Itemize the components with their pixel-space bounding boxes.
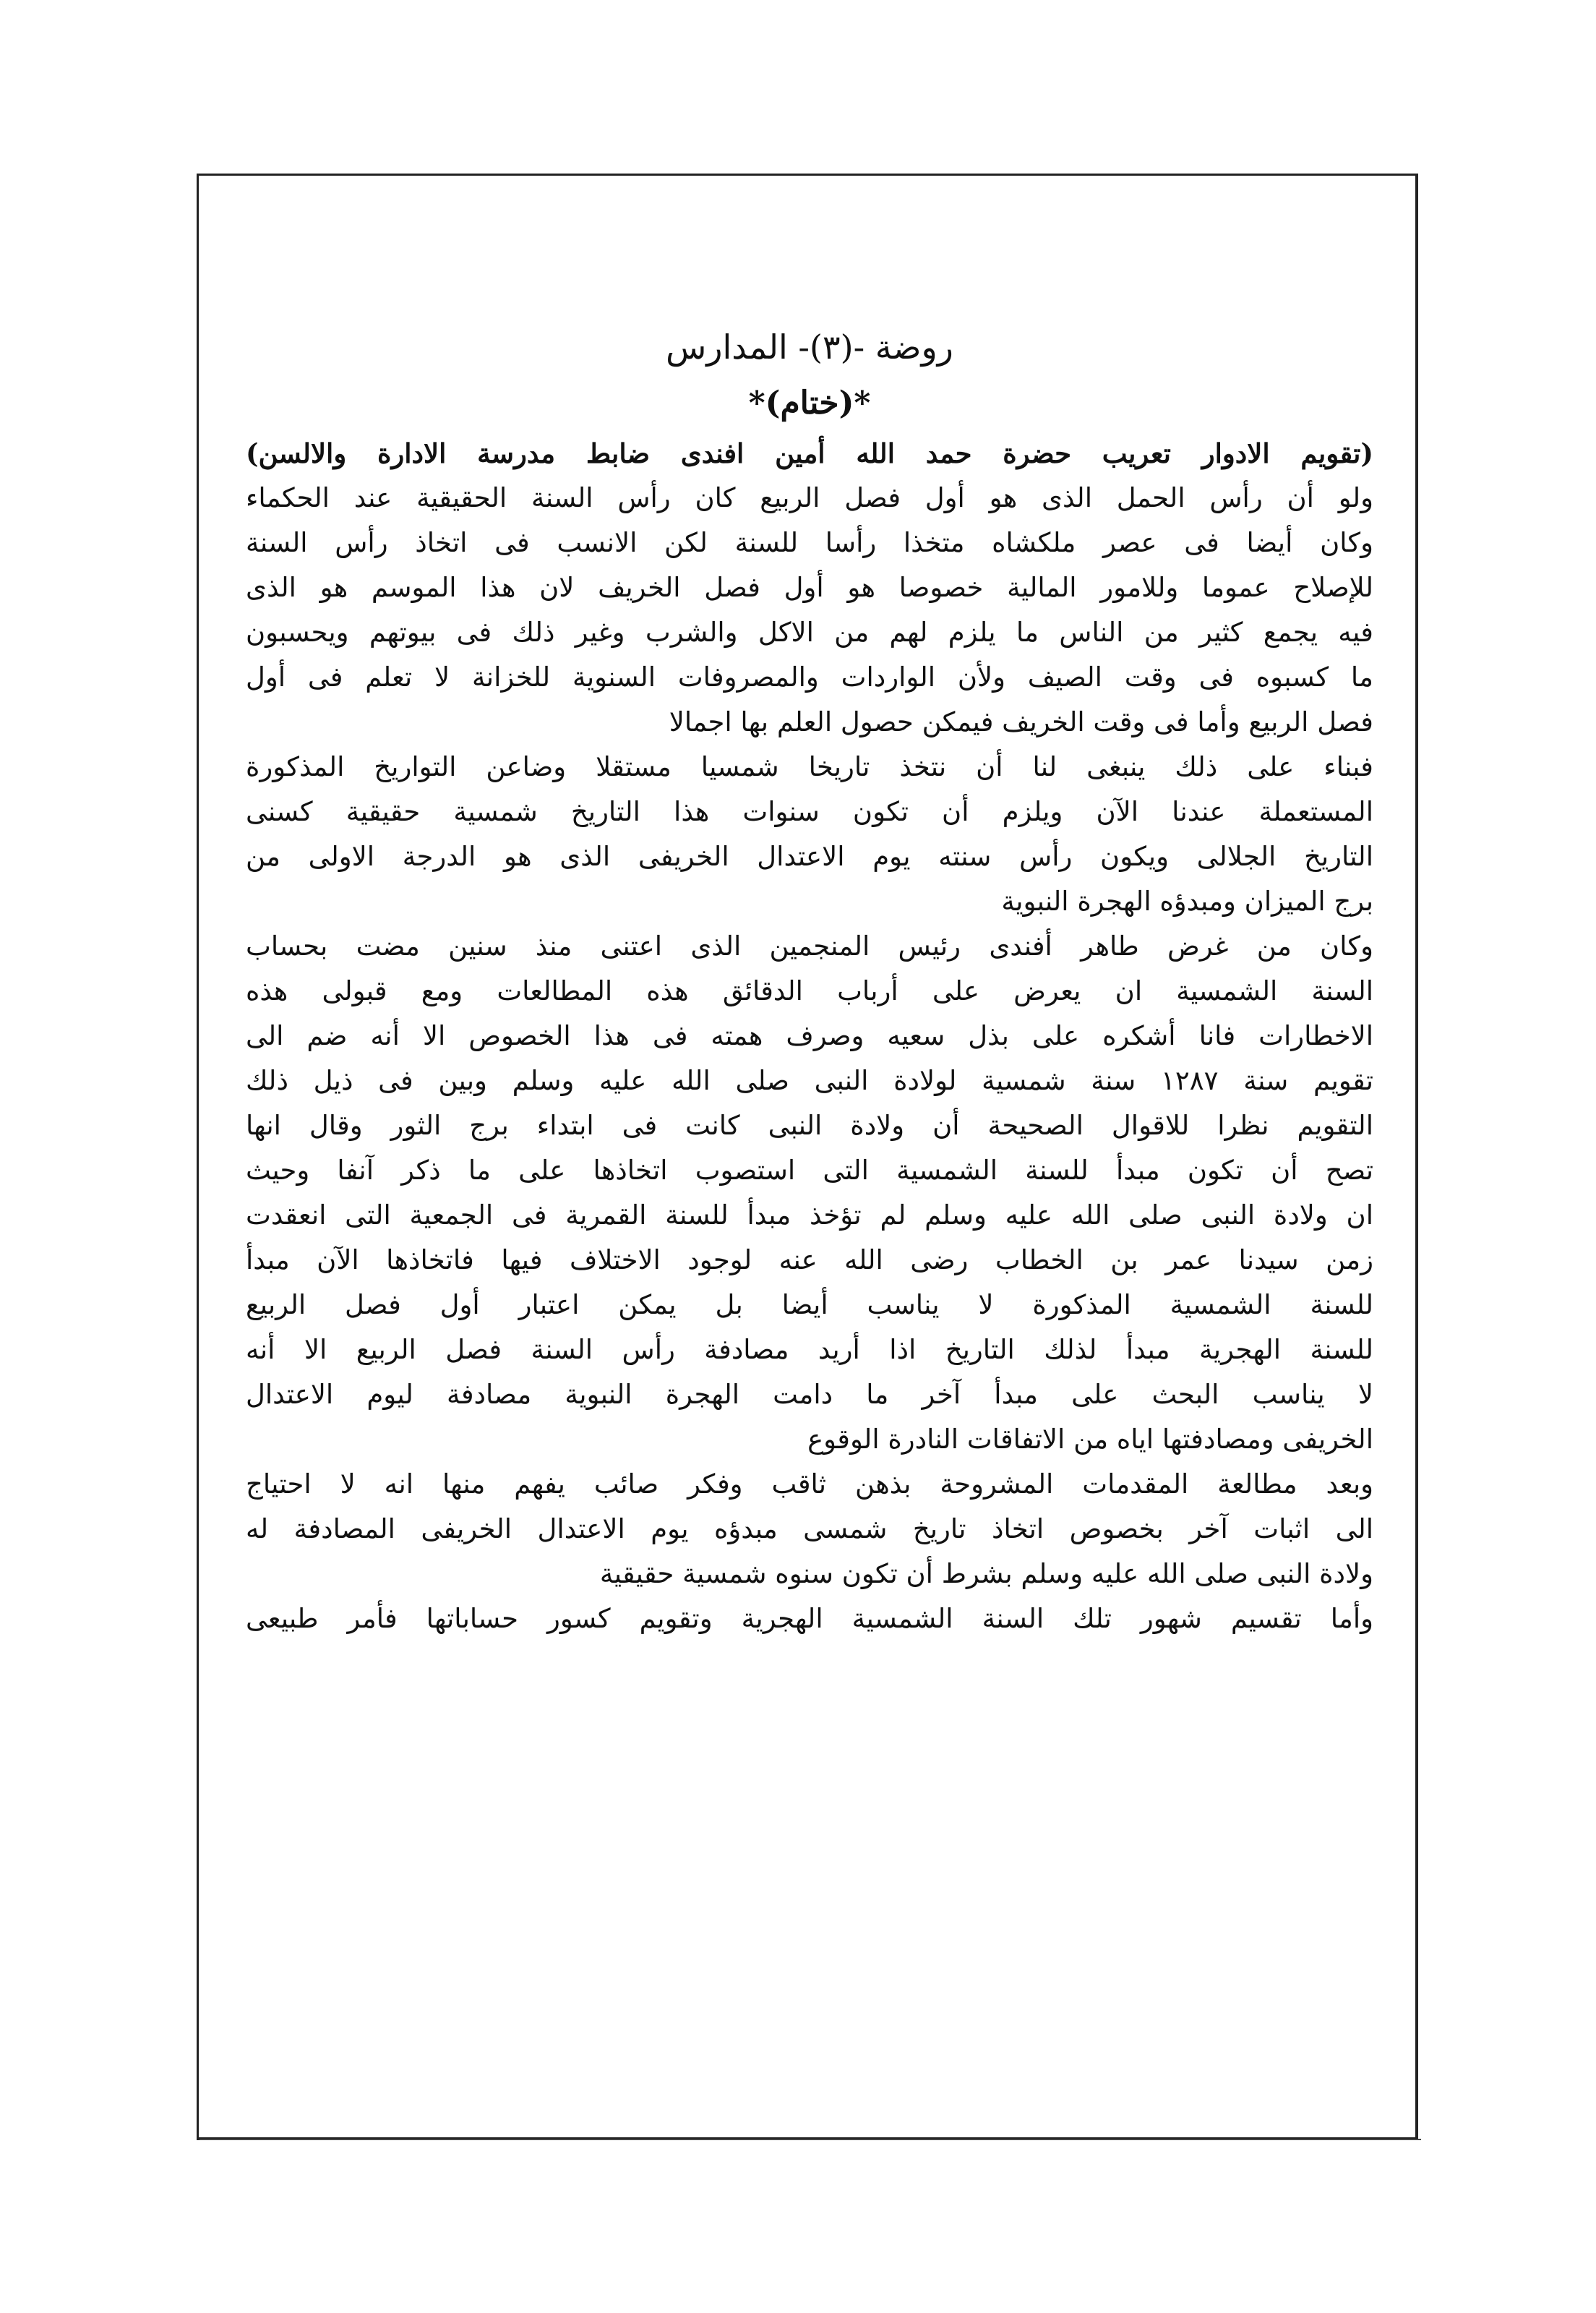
text-line: ولو أن رأس الحمل الذى هو أول فصل الربيع كان رأس السنة الحقيقية عند الحكماء xyxy=(246,482,1373,513)
text-line: ما كسبوه فى وقت الصيف ولأن الواردات والمصروفات السنوية للخزانة لا تعلم فى أول xyxy=(246,662,1373,693)
section-title: *(ختام)* xyxy=(748,385,871,422)
page-border-shadow xyxy=(200,2139,1421,2140)
text-line: وبعد مطالعة المقدمات المشروحة بذهن ثاقب وفكر صائب يفهم منها انه لا احتياج xyxy=(246,1468,1373,1500)
text-line: السنة الشمسية ان يعرض على أرباب الدقائق هذه المطالعات ومع قبولى هذه xyxy=(246,975,1373,1006)
text-line: وأما تقسيم شهور تلك السنة الشمسية الهجرية وتقويم كسور حساباتها فأمر طبيعى xyxy=(246,1603,1373,1634)
page-body xyxy=(246,318,1373,1641)
text-line: تقويم سنة ١٢٨٧ سنة شمسية لولادة النبى صلى الله عليه وسلم وبين فى ذيل ذلك xyxy=(246,1065,1373,1096)
text-line: للإصلاح عموما وللامور المالية خصوصا هو أول فصل الخريف لان هذا الموسم هو الذى xyxy=(246,572,1373,603)
text-line: التقويم نظرا للاقوال الصحيحة أن ولادة النبى كانت فى ابتداء برج الثور وقال انها xyxy=(246,1110,1373,1141)
text-line: وكان أيضا فى عصر ملكشاه متخذا رأسا للسنة لكن الانسب فى اتخاذ رأس السنة xyxy=(246,527,1373,558)
text-line: للسنة الشمسية المذكورة لا يناسب أيضا بل يمكن اعتبار أول فصل الربيع xyxy=(246,1289,1373,1320)
text-line: فبناء على ذلك ينبغى لنا أن نتخذ تاريخا شمسيا مستقلا وضاعن التواريخ المذكورة xyxy=(246,751,1373,782)
text-line: لا يناسب البحث على مبدأ آخر ما دامت الهجرة النبوية مصادفة ليوم الاعتدال xyxy=(246,1379,1373,1410)
text-line: فيه يجمع كثير من الناس ما يلزم لهم من الاكل والشرب وغير ذلك فى بيوتهم ويحسبون xyxy=(246,617,1373,648)
text-line: الى اثبات آخر بخصوص اتخاذ تاريخ شمسى مبدؤه يوم الاعتدال الخريفى المصادفة له xyxy=(246,1513,1373,1544)
text-line: زمن سيدنا عمر بن الخطاب رضى الله عنه لوجود الاختلاف فيها فاتخاذها الآن مبدأ xyxy=(246,1244,1373,1275)
text-line: برج الميزان ومبدؤه الهجرة النبوية xyxy=(1001,886,1373,917)
text-line: للسنة الهجرية مبدأ لذلك التاريخ اذا أريد مصادفة رأس السنة فصل الربيع الا أنه xyxy=(246,1334,1373,1365)
text-line: الخريفى ومصادفتها اياه من الاتفاقات النادرة الوقوع xyxy=(807,1424,1373,1455)
text-line: ولادة النبى صلى الله عليه وسلم بشرط أن تكون سنوه شمسية حقيقية xyxy=(599,1558,1373,1589)
text-line: تصح أن تكون مبدأ للسنة الشمسية التى استصوب اتخاذها على ما ذكر آنفا وحيث xyxy=(246,1155,1373,1186)
text-line: الاخطارات فانا أشكره على بذل سعيه وصرف همته فى هذا الخصوص الا أنه ضم الى xyxy=(246,1020,1373,1051)
text-line: المستعملة عندنا الآن ويلزم أن تكون سنوات هذا التاريخ شمسية حقيقية كسنى xyxy=(246,796,1373,827)
text-line: فصل الربيع وأما فى وقت الخريف فيمكن حصول العلم بها اجمالا xyxy=(669,706,1373,737)
text-line: ان ولادة النبى صلى الله عليه وسلم لم تؤخذ مبدأ للسنة القمرية فى الجمعية التى انعقدت xyxy=(246,1200,1373,1231)
text-line: وكان من غرض طاهر أفندى رئيس المنجمين الذى اعتنى منذ سنين مضت بحساب xyxy=(246,931,1373,962)
text-line: التاريخ الجلالى ويكون رأس سنته يوم الاعتدال الخريفى الذى هو الدرجة الاولى من xyxy=(246,841,1373,872)
article-heading-line: (تقويم الادوار تعريب حضرة حمد الله أمين افندى ضابط مدرسة الادارة والالسن) xyxy=(246,437,1373,469)
page-header: روضة -(٣)- المدارس xyxy=(666,328,953,367)
